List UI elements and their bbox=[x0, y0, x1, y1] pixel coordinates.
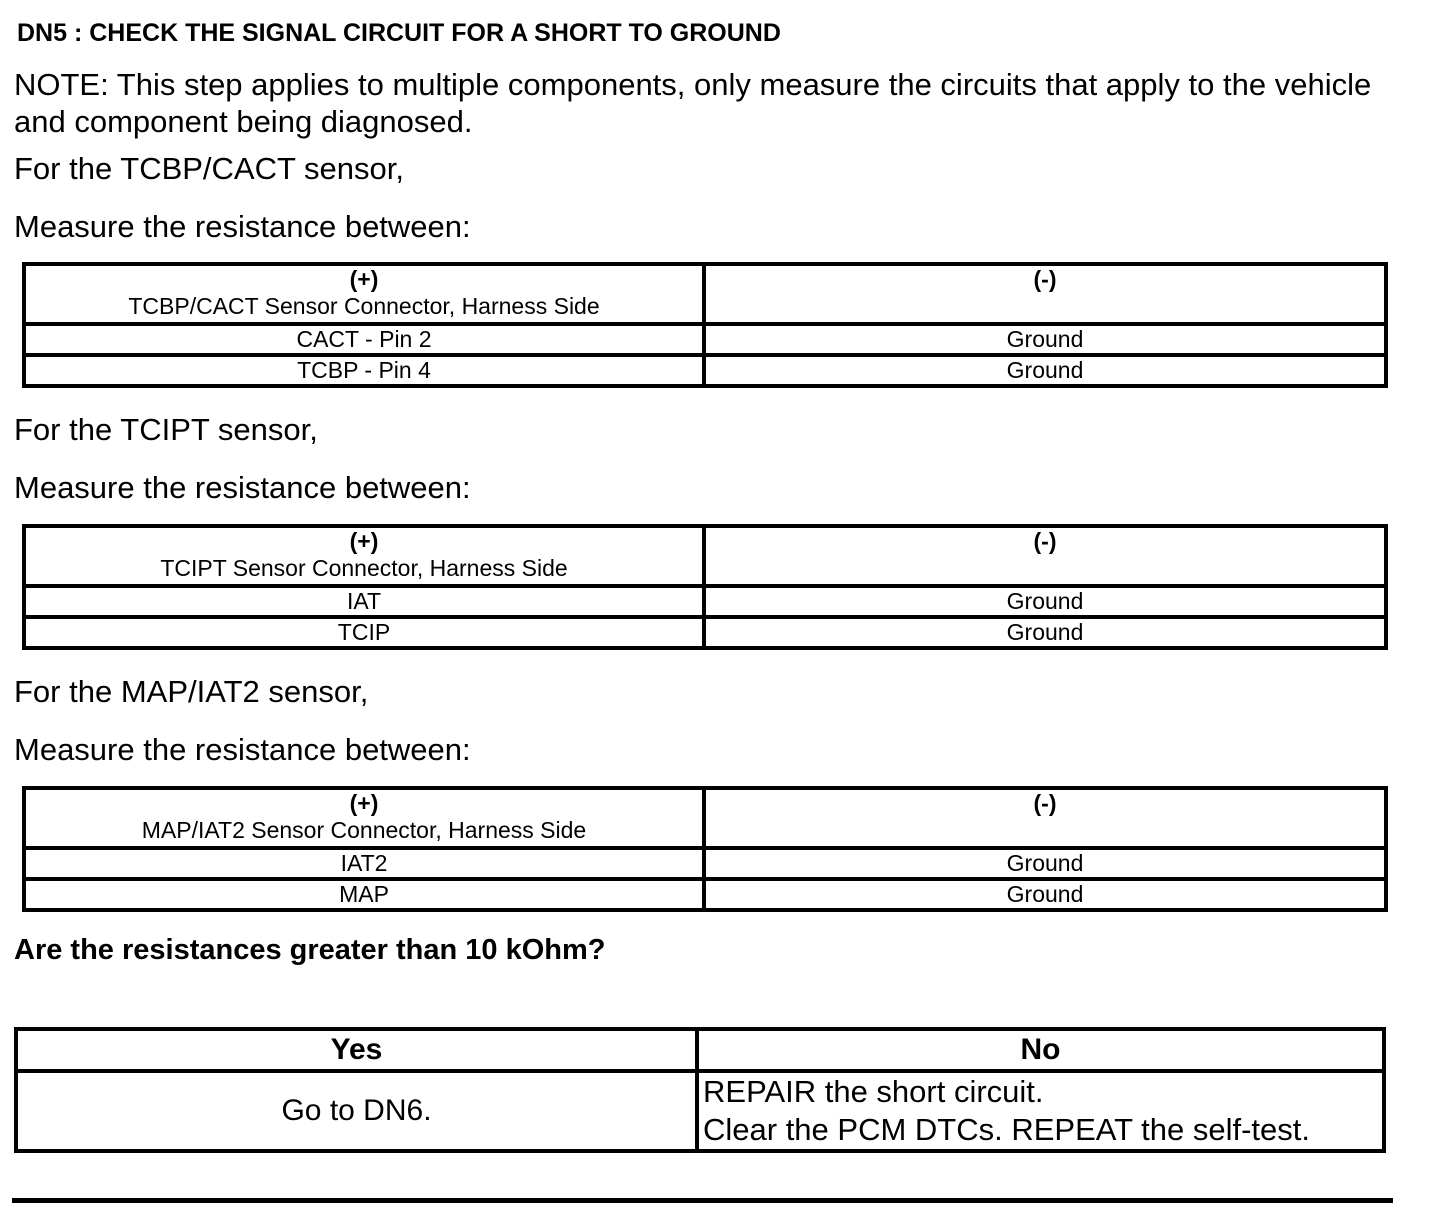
result-header-row bbox=[16, 1029, 1384, 1071]
yes-header: Yes bbox=[16, 1029, 697, 1071]
measurement-table-tcbp-cact bbox=[22, 262, 1388, 388]
table-row bbox=[24, 324, 1386, 355]
section-instruction: Measure the resistance between: bbox=[14, 209, 471, 244]
plus-header-cell bbox=[24, 526, 704, 586]
connector-label: TCIPT Sensor Connector, Harness Side bbox=[160, 555, 568, 581]
table-row bbox=[24, 355, 1386, 386]
table-row bbox=[24, 879, 1386, 910]
minus-cell: Ground bbox=[704, 848, 1386, 879]
yes-action: Go to DN6. bbox=[16, 1071, 697, 1151]
minus-cell: Ground bbox=[704, 879, 1386, 910]
no-action bbox=[697, 1071, 1384, 1151]
table-header-row bbox=[24, 788, 1386, 848]
minus-header-cell bbox=[704, 264, 1386, 324]
no-header: No bbox=[697, 1029, 1384, 1071]
minus-label: (-) bbox=[1033, 266, 1057, 292]
minus-cell: Ground bbox=[704, 617, 1386, 648]
question-text: Are the resistances greater than 10 kOhm? bbox=[14, 934, 606, 966]
plus-cell: TCIP bbox=[24, 617, 704, 648]
no-action-line-2: Clear the PCM DTCs. REPEAT the self-test. bbox=[703, 1112, 1310, 1147]
result-table bbox=[14, 1027, 1386, 1153]
plus-header-cell bbox=[24, 264, 704, 324]
plus-cell: MAP bbox=[24, 879, 704, 910]
section-intro-tcbp-cact: For the TCBP/CACT sensor, bbox=[14, 151, 404, 186]
connector-label: TCBP/CACT Sensor Connector, Harness Side bbox=[128, 293, 600, 319]
table-row bbox=[24, 617, 1386, 648]
plus-cell: CACT - Pin 2 bbox=[24, 324, 704, 355]
bottom-divider bbox=[12, 1198, 1393, 1203]
minus-header-cell bbox=[704, 526, 1386, 586]
no-action-line-1: REPAIR the short circuit. bbox=[703, 1074, 1044, 1109]
table-header-row bbox=[24, 526, 1386, 586]
table-header-row bbox=[24, 264, 1386, 324]
section-intro-tcipt: For the TCIPT sensor, bbox=[14, 412, 318, 447]
connector-label: MAP/IAT2 Sensor Connector, Harness Side bbox=[141, 817, 587, 843]
plus-label: (+) bbox=[349, 528, 379, 554]
minus-cell: Ground bbox=[704, 586, 1386, 617]
section-instruction: Measure the resistance between: bbox=[14, 470, 471, 505]
note-text: NOTE: This step applies to multiple components, only measure the circuits that apply to the vehicle and component being diagnosed. bbox=[14, 67, 1372, 139]
plus-label: (+) bbox=[349, 266, 379, 292]
section-instruction: Measure the resistance between: bbox=[14, 732, 471, 767]
result-body-row bbox=[16, 1071, 1384, 1151]
minus-cell: Ground bbox=[704, 324, 1386, 355]
minus-cell: Ground bbox=[704, 355, 1386, 386]
plus-cell: IAT bbox=[24, 586, 704, 617]
measurement-table-map-iat2 bbox=[22, 786, 1388, 912]
minus-header-cell bbox=[704, 788, 1386, 848]
measurement-table-tcipt bbox=[22, 524, 1388, 650]
table-row bbox=[24, 586, 1386, 617]
section-intro-map-iat2: For the MAP/IAT2 sensor, bbox=[14, 674, 369, 709]
table-row bbox=[24, 848, 1386, 879]
plus-cell: TCBP - Pin 4 bbox=[24, 355, 704, 386]
step-title: DN5 : CHECK THE SIGNAL CIRCUIT FOR A SHORT TO GROUND bbox=[17, 19, 781, 47]
minus-label: (-) bbox=[1033, 528, 1057, 554]
plus-cell: IAT2 bbox=[24, 848, 704, 879]
plus-header-cell bbox=[24, 788, 704, 848]
minus-label: (-) bbox=[1033, 790, 1057, 816]
plus-label: (+) bbox=[349, 790, 379, 816]
